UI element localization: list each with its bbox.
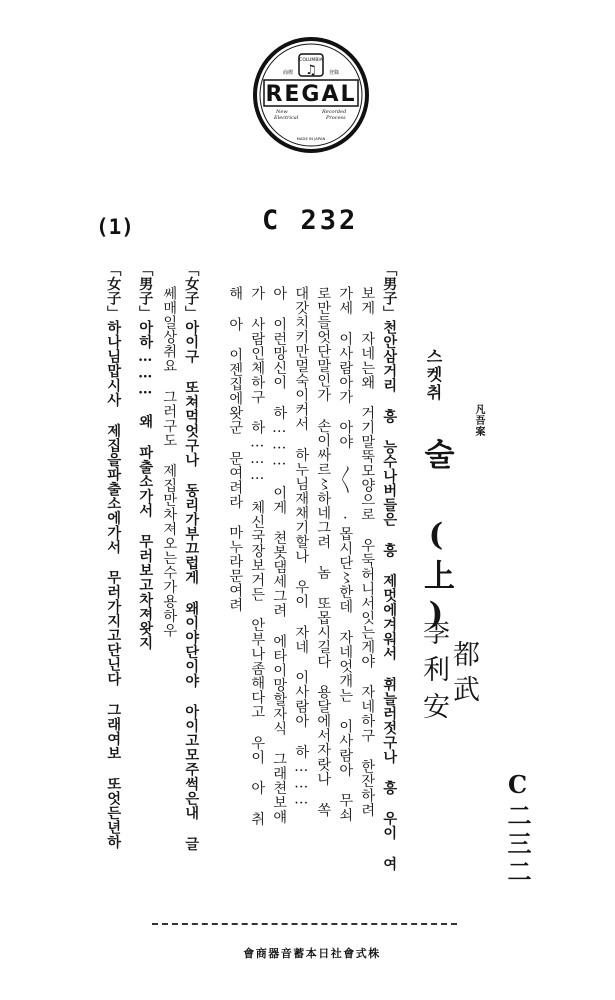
regal-logo-graphic — [252, 36, 370, 154]
dialogue-line-1: 「男子」천안삼거리 흥 능수나버들은 흥 제멋에겨워서 휘늘러젓구나 흥 우이 여 — [381, 262, 398, 871]
genre: 스켓취 — [424, 348, 443, 402]
dialogue-line-11: 「男子」아하……… 왜 파출소가서 무러보고차져왓지 — [137, 262, 154, 650]
dialogue-line-12: 「女子」하나님맙시사 제집을파출소에가서 무러가지고단닌다 그래여보 또엇든년하 — [105, 262, 122, 850]
author-mark: 凡吾案 — [473, 404, 484, 437]
logo-process-4: Process — [326, 115, 346, 121]
dialogue-line-3: 가세 이사람아가 아야 〳〵 ·몹시단〻한데 자네엇개는 이사람아 무쇠 — [337, 286, 354, 823]
dialogue-line-7: 가 사람인체하구 하……… 체신국장보거든 안부나좀해다고 우이 아 취 — [249, 286, 266, 826]
logo-right-small: 登錄 — [328, 70, 340, 76]
record-title: 술 (上) — [418, 438, 454, 638]
regal-logo — [252, 36, 370, 154]
dialogue-line-8: 해 아 이젠집에왓군 문여려라 마누라문여려 — [227, 286, 244, 613]
dialogue-line-2: 보게 자네는왜 거기말뚝모양으로 우둑허니서잇는게야 자네하구 한잔하려 — [359, 286, 376, 817]
logo-process-2: Electrical — [274, 115, 299, 121]
dialogue-line-4: 로만들엇단말인가 손이싸르〻하네그려 놈 또몹시길다 용달에서자랏나 쏙 — [315, 286, 332, 817]
dialogue-line-6: 아 이런망신이 하……… 이게 쳔봇댐세그려 에타이망할자식 그래쳔보얘 — [271, 286, 288, 825]
catalog-number-vertical: C二三二 — [503, 770, 532, 887]
dialogue-line-5: 대갓치키만멀숙이커서 하누님재채기할나 우이 자네 이사람아 하……… — [293, 286, 310, 808]
logo-process-3: Recorded — [322, 109, 347, 115]
catalog-number: C 232 — [262, 205, 359, 236]
decorative-divider — [152, 923, 457, 925]
footer-company: 會商器音蓄本日社會式株 — [243, 947, 381, 960]
music-note-icon: ♫ — [305, 63, 317, 78]
dialogue-line-10: 쎄매일상취요 그러구도 제집만차져오는수가용하우 — [161, 286, 178, 638]
dialogue-line-9: 「女子」아이구 또쳐먹엇구나 동리가부끄럽게 왜이야단이야 아이고모주썩은내 글 — [183, 262, 200, 851]
side-number: (1) — [96, 215, 134, 239]
logo-made-in: MADE IN JAPAN — [296, 136, 326, 141]
performer-first: 都武 — [448, 640, 479, 710]
performer-second: 李利安 — [418, 618, 449, 729]
logo-brand: REGAL — [265, 82, 357, 107]
logo-left-small: 商標 — [282, 70, 294, 76]
logo-top-text: COLUMBIA — [299, 58, 323, 63]
logo-process-1: New — [276, 109, 288, 115]
